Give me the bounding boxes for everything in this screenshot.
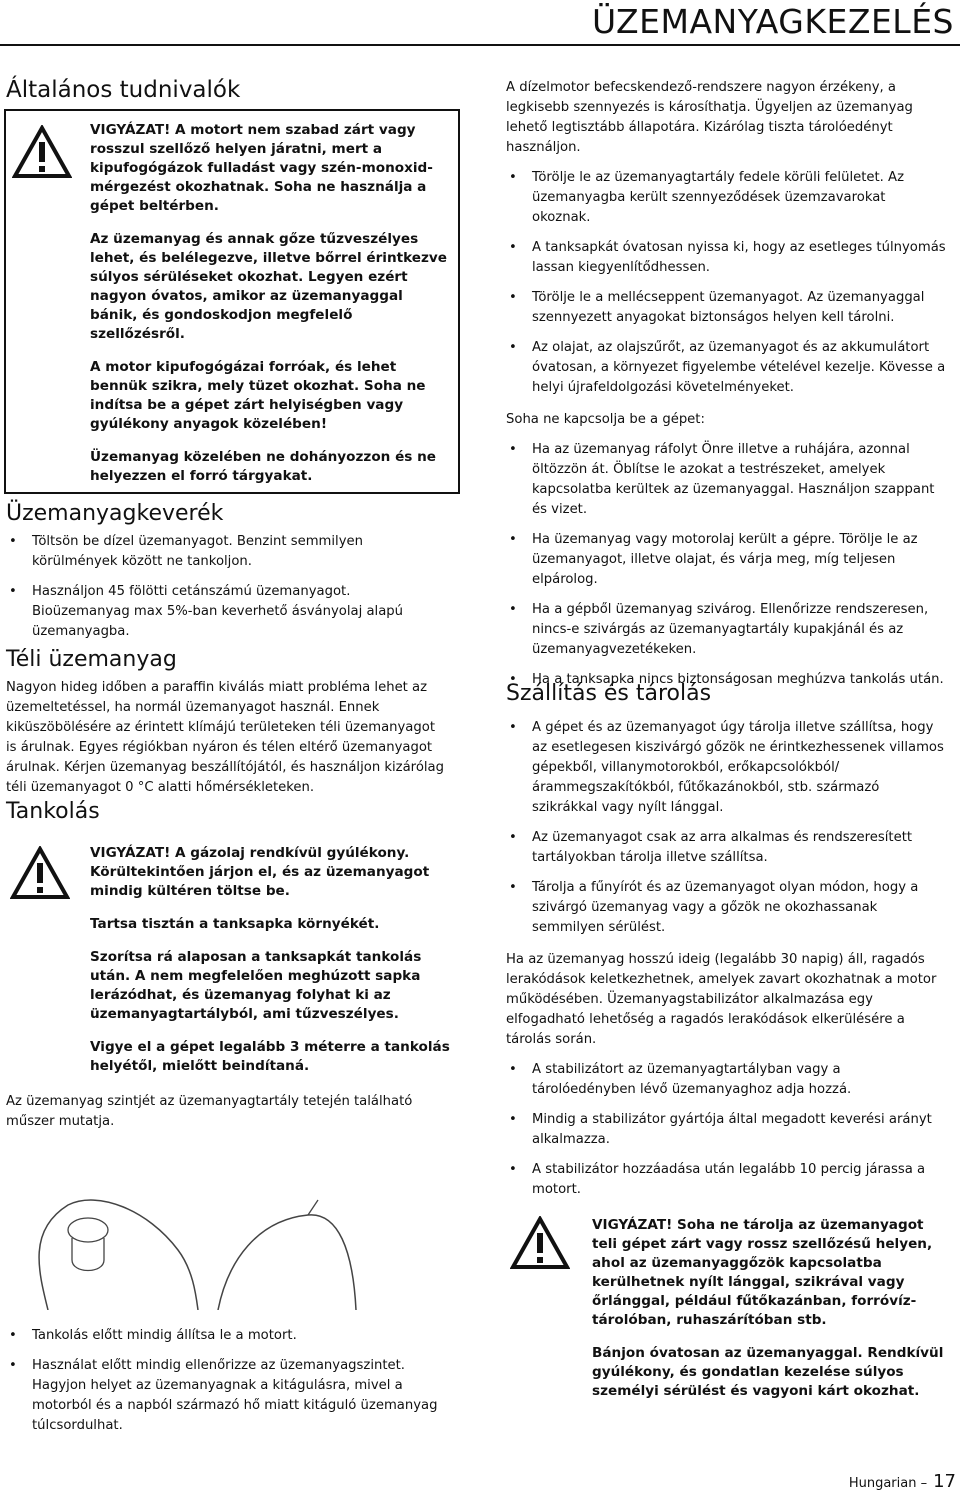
list-item: • Használjon 45 fölötti cetánszámú üzemanyagot. Bioüzemanyag max 5%-ban keverhető ásványolaj alapú üzemanyagba.: [6, 582, 446, 642]
never-start-text: Soha ne kapcsolja be a gépet:: [506, 412, 705, 427]
list-item: • Töltsön be dízel üzemanyagot. Benzint semmilyen körülmények között ne tankoljon.: [6, 532, 446, 572]
list-item: • Mindig a stabilizátor gyártója által megadott keverési arányt alkalmazza.: [506, 1110, 946, 1150]
list-item: • Törölje le az üzemanyagtartály fedele körüli felületet. Az üzemanyagba került szennyeződések üzemzavarokat okoznak.: [506, 168, 946, 228]
list-item: • Ha üzemanyag vagy motorolaj került a gépre. Törölje le az üzemanyagot, illetve olajat, és várja meg, míg teljesen elpárolog.: [506, 530, 946, 590]
refuel-text-block: [6, 1092, 446, 1132]
warning-paragraph: VIGYÁZAT! Soha ne tárolja az üzemanyagot teli gépet zárt vagy rossz szellőzésű helyen, ahol az üzemanyaggőzök kapcsolatba kerülhetnek nyílt lánggal, szikrával vagy őrlánggal, például fűtőkazánban, forróvíz-tárolóban, ruhaszárítóban stb.: [592, 1217, 933, 1328]
list-item: • Ha a tanksapka nincs biztonságosan meghúzva tankolás után.: [506, 670, 946, 690]
transport-title: Szállítás és tárolás: [506, 681, 712, 706]
page-footer: [849, 1471, 956, 1492]
refuel-text: Az üzemanyag szintjét az üzemanyagtartály tetején található műszer mutatja.: [6, 1094, 413, 1129]
transport-block: [506, 718, 946, 1210]
storage-warning: [506, 1208, 954, 1428]
general-title: Általános tudnivalók: [6, 77, 241, 103]
list-item: • A tanksapkát óvatosan nyissa ki, hogy az esetleges túlnyomás lassan kiegyenlítődhessen.: [506, 238, 946, 278]
winter-title: Téli üzemanyag: [6, 647, 177, 672]
list-item: • A gépet és az üzemanyagot úgy tárolja illetve szállítsa, hogy az esetlegesen kiszivárgó gőzök ne érintkezhessenek villamos gépekből, villanymotorokból, erőkapcsolókból/árammegszakítókból, fűtőkazánokból, stb. származó szikrákkal vagy nyílt lánggal.: [506, 718, 946, 818]
fuel-gauge-illustration: [8, 1190, 448, 1310]
warning-icon: [510, 1216, 570, 1270]
list-item: • A stabilizátort az üzemanyagtartályban vagy a tárolóedényben lévő üzemanyaghoz adja hozzá.: [506, 1060, 946, 1100]
winter-text: Nagyon hideg időben a paraffin kiválás miatt probléma lehet az üzemeltetéssel, ha normál üzemanyagot használ. Ennek kiküszöbölésére az érintett klímájú területeken téli üzemanyagot is árulnak. Egyes régiókban nyáron és télen eltérő üzemanyagot árulnak. Kérjen üzemanyag beszállítójától, és használjon kizárólag téli üzemanyagot 0 °C alatti hőmérsékleteken.: [6, 680, 445, 795]
warning-paragraph: Szorítsa rá alaposan a tanksapkát tankolás után. A nem megfelelően meghúzott sapka lerázódhat, és üzemanyag folyhat ki az üzemanyagtartályból, ami tűzveszélyes.: [90, 949, 422, 1022]
warning-paragraph: Az üzemanyag és annak gőze tűzveszélyes lehet, és belélegezve, illetve bőrrel érintkezve súlyos sérüléseket okozhat. Legyen ezért nagyon óvatos, amikor az üzemanyaggal bánik, és gondoskodjon megfelelő szellőzésről.: [90, 231, 448, 342]
warning-icon: [10, 846, 70, 900]
page-header: [0, 0, 960, 54]
warning-paragraph: Vigye el a gépet legalább 3 méterre a tankolás helyétől, mielőtt beindítaná.: [90, 1039, 450, 1074]
list-item: • Ha az üzemanyag ráfolyt Önre illetve a ruhájára, azonnal öltözzön át. Öblítse le azokat a testrészeket, amelyek kapcsolatba kerültek az üzemanyaggal. Használjon szappant és vizet.: [506, 440, 946, 520]
list-item: • Az üzemanyagot csak az arra alkalmas és rendszeresített tartályokban tárolja illetve szállítsa.: [506, 828, 946, 868]
intro-text: A dízelmotor befecskendező-rendszere nagyon érzékeny, a legkisebb szennyezés is károsíthatja. Ügyeljen az üzemanyag lehető legtisztább állapotára. Kizárólag tiszta tárolóedényt használjon.: [506, 80, 913, 155]
list-item: • Az olajat, az olajszűrőt, az üzemanyagot és az akkumulátort óvatosan, a környezet figyelembe vételével kezelje. Kövesse a helyi újrafeldolgozási követelményeket.: [506, 338, 946, 398]
warning-paragraph: Bánjon óvatosan az üzemanyaggal. Rendkívül gyúlékony, és gondatlan kezelése súlyos személyi sérülést és vagyoni kárt okozhat.: [592, 1345, 944, 1399]
warning-paragraph: Tartsa tisztán a tanksapka környékét.: [90, 916, 380, 932]
warning-paragraph: VIGYÁZAT! A motort nem szabad zárt vagy rosszul szellőző helyen járatni, mert a kipufogógázok fulladást vagy szén-monoxid-mérgezést okozhatnak. Soha ne használja a gépet beltérben.: [90, 122, 433, 214]
refuel-title: Tankolás: [6, 799, 100, 824]
warning-paragraph: A motor kipufogógázai forróak, és lehet bennük szikra, mely tüzet okozhat. Soha ne indítsa be a gépet zárt helyiségben vagy gyúlékony anyagok közelében!: [90, 359, 426, 432]
mix-title: Üzemanyagkeverék: [6, 501, 224, 526]
page-title: ÜZEMANYAGKEZELÉS: [591, 2, 954, 41]
winter-text-block: [6, 678, 446, 798]
refuel-warning: [4, 838, 456, 1078]
right-column-top: [506, 78, 946, 700]
storage-warning-text: [592, 1216, 948, 1415]
general-warning-box: [4, 109, 460, 494]
list-item: • Ha a gépből üzemanyag szivárog. Ellenőrizze rendszeresen, nincs-e szivárgás az üzemanyagtartály kupakjánál és az üzemanyagvezetékeken.: [506, 600, 946, 660]
warning-paragraph: VIGYÁZAT! A gázolaj rendkívül gyúlékony. Körültekintően járjon el, és az üzemanyagot mindig kültéren töltse be.: [90, 845, 430, 899]
footer-language: Hungarian –: [848, 1476, 928, 1491]
transport-text: Ha az üzemanyag hosszú ideig (legalább 30 napig) áll, ragadós lerakódások keletkezhetnek, amelyek zavart okozhatnak a motor működésében. Üzemanyagstabilizátor alkalmazása egy elfogadható lehetőség a ragadós lerakódások elkerülésére a tárolás során.: [506, 952, 937, 1047]
list-item: • Törölje le a mellécseppent üzemanyagot. Az üzemanyaggal szennyezett anyagokat biztonságos helyen kell tárolni.: [506, 288, 946, 328]
list-item: • A stabilizátor hozzáadása után legalább 10 percig járassa a motort.: [506, 1160, 946, 1200]
warning-paragraph: Üzemanyag közelében ne dohányozzon és ne helyezzen el forró tárgyakat.: [90, 449, 437, 484]
general-warning-text: [90, 121, 450, 500]
header-rule: [0, 44, 960, 46]
refuel-list: [6, 1326, 454, 1446]
mix-list: [6, 532, 446, 652]
list-item: • Használat előtt mindig ellenőrizze az üzemanyagszintet. Hagyjon helyet az üzemanyagnak a kitágulásra, mivel a motorból és a napból származó hő miatt kitáguló üzemanyag túlcsordulhat.: [6, 1356, 454, 1436]
list-item: • Tankolás előtt mindig állítsa le a motort.: [6, 1326, 454, 1346]
page-number: 17: [933, 1471, 956, 1492]
warning-icon: [12, 125, 72, 179]
refuel-warning-text: [90, 844, 450, 1090]
list-item: • Tárolja a fűnyírót és az üzemanyagot olyan módon, hogy a szivárgó üzemanyag vagy a gőzök ne okozhassanak semmilyen sérülést.: [506, 878, 946, 938]
